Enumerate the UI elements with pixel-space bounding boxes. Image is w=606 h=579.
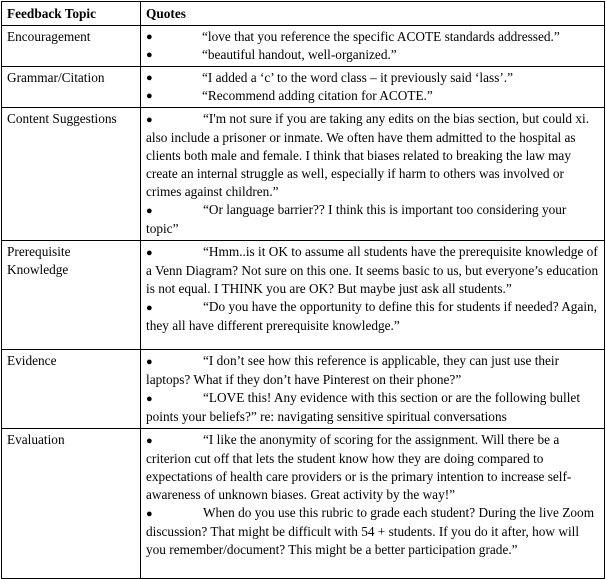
bullet-icon: ● [146, 302, 153, 314]
bullet-icon: ● [146, 90, 153, 102]
quote-item [146, 87, 599, 105]
bullet-icon: ● [146, 393, 153, 405]
header-quotes: Quotes [141, 2, 605, 26]
topic-cell: Encouragement [2, 26, 141, 67]
quotes-cell [141, 67, 605, 108]
quote-item [146, 352, 599, 389]
quote-item [146, 298, 599, 335]
quote-text: “beautiful handout, well-organized.” [202, 47, 397, 62]
quote-text: “I don’t see how this reference is applicable, they can just use their laptops? What if they don’t have Pinterest on their phone?” [146, 353, 560, 387]
table-row [2, 429, 605, 579]
topic-cell: Content Suggestions [2, 108, 141, 241]
header-feedback-topic: Feedback Topic [2, 2, 141, 26]
topic-cell: Grammar/Citation [2, 67, 141, 108]
quote-item [146, 28, 599, 46]
topic-cell: Evaluation [2, 429, 141, 579]
quote-text: “LOVE this! Any evidence with this section or are the following bullet points your beliefs?” re: navigating sensitive spiritual conversations [146, 390, 581, 424]
topic-cell: Prerequisite Knowledge [2, 241, 141, 350]
quote-text: “Do you have the opportunity to define this for students if needed? Again, they all have different prerequisite knowledge.” [146, 299, 598, 333]
quote-item [146, 504, 599, 559]
quotes-cell [141, 429, 605, 579]
bullet-icon: ● [146, 247, 153, 259]
quote-text: “love that you reference the specific ACOTE standards addressed.” [202, 29, 560, 44]
bullet-icon: ● [146, 72, 153, 84]
quote-item [146, 46, 599, 64]
quote-text: “Hmm..is it OK to assume all students have the prerequisite knowledge of a Venn Diagram? Not sure on this one. It seems basic to us, but everyone’s education is not equal. I THINK you are OK? But maybe just ask all students.” [146, 244, 599, 296]
quote-item [146, 389, 599, 426]
bullet-icon: ● [146, 356, 153, 368]
bullet-icon: ● [146, 31, 153, 43]
quote-text: “I'm not sure if you are taking any edits on the bias section, but could xi. also include a prisoner or inmate. We often have them admitted to the hospital as clients both male and female. I think that biases related to breaking the law may create an internal struggle as well, especially if harm to others was involved or crimes against children.” [146, 111, 590, 199]
quote-item [146, 431, 599, 504]
table-row [2, 241, 605, 350]
table-row [2, 67, 605, 108]
bullet-icon: ● [146, 205, 153, 217]
bullet-icon: ● [146, 49, 153, 61]
topic-cell: Evidence [2, 350, 141, 429]
quote-text: When do you use this rubric to grade each student? During the live Zoom discussion? That might be difficult with 54 + students. If you do it after, how will you remember/document? This might be a better participation grade.” [146, 505, 595, 557]
feedback-table [1, 1, 605, 579]
quotes-cell [141, 350, 605, 429]
table-row [2, 108, 605, 241]
quotes-cell [141, 26, 605, 67]
header-row [2, 2, 605, 26]
quote-text: “Or language barrier?? I think this is important too considering your topic” [146, 202, 567, 236]
quotes-cell [141, 241, 605, 350]
quote-item [146, 110, 599, 201]
quote-text: “Recommend adding citation for ACOTE.” [202, 88, 433, 103]
quote-text: “I like the anonymity of scoring for the assignment. Will there be a criterion cut off that lets the student know how they are doing compared to expectations of health care providers or is the primary intention to increase self-awareness of unknown biases. Great activity by the way!” [146, 432, 572, 502]
bullet-icon: ● [146, 435, 153, 447]
quote-item [146, 69, 599, 87]
quote-text: “I added a ‘c’ to the word class – it previously said ‘lass’.” [202, 70, 514, 85]
quote-item [146, 201, 599, 238]
table-row [2, 26, 605, 67]
quote-item [146, 243, 599, 298]
bullet-icon: ● [146, 508, 153, 520]
quotes-cell [141, 108, 605, 241]
table-row [2, 350, 605, 429]
bullet-icon: ● [146, 114, 153, 126]
